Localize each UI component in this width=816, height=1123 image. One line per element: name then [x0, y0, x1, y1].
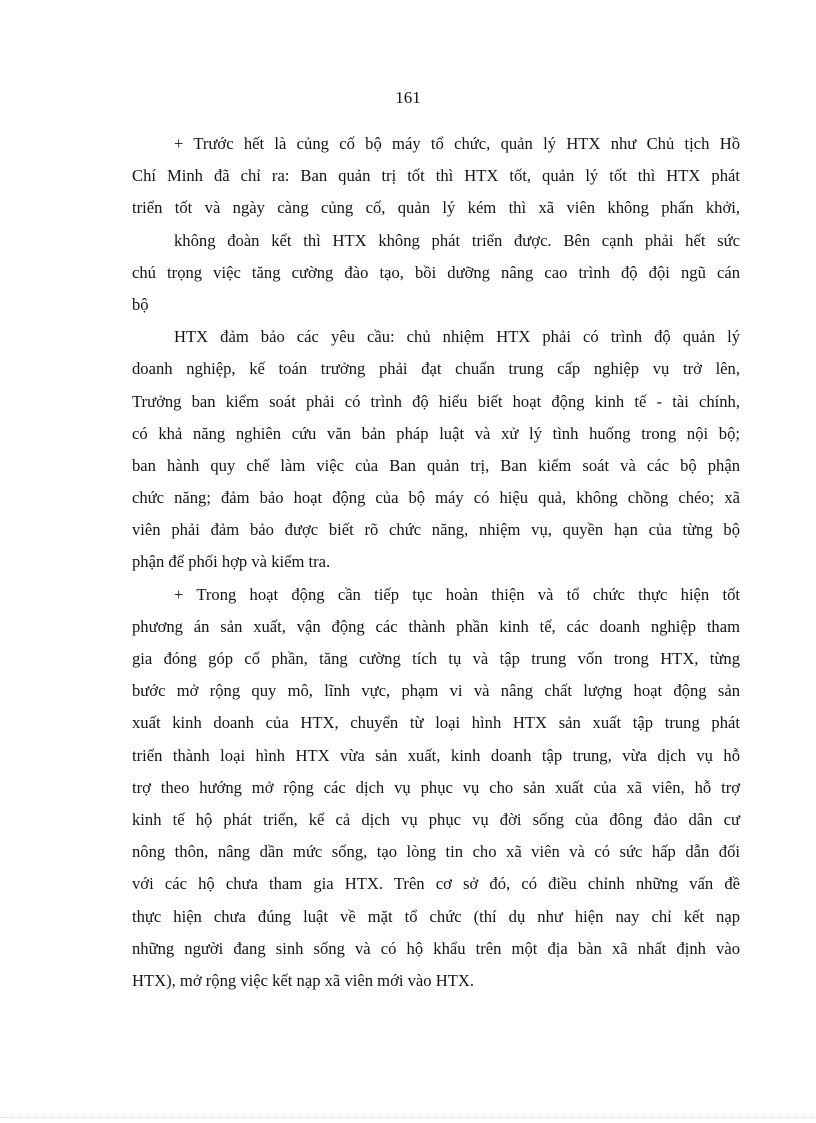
text-line: gia đóng góp cổ phần, tăng cường tích tụ và tập trung vốn trong HTX, từng	[132, 649, 740, 668]
page-bottom-divider	[0, 1117, 816, 1118]
text-line: HTX), mở rộng việc kết nạp xã viên mới vào HTX.	[132, 970, 474, 990]
text-line: chú trọng việc tăng cường đào tạo, bồi dưỡng nâng cao trình độ đội ngũ cán	[132, 262, 740, 282]
text-line: những người đang sinh sống và có hộ khẩu trên một địa bàn xã nhất định vào	[132, 938, 740, 958]
text-line: ban hành quy chế làm việc của Ban quản trị, Ban kiểm soát và các bộ phận	[132, 455, 740, 475]
text-line: phận để phối hợp và kiểm tra.	[132, 552, 331, 572]
text-line: chức năng; đảm bảo hoạt động của bộ máy có hiệu quả, không chồng chéo; xã	[132, 488, 740, 508]
text-line: doanh nghiệp, kế toán trưởng phải đạt chuẩn trung cấp nghiệp vụ trở lên,	[132, 359, 740, 379]
text-line: triển thành loại hình HTX vừa sản xuất, kinh doanh tập trung, vừa dịch vụ hỗ	[132, 745, 740, 765]
text-line: xuất kinh doanh của HTX, chuyển từ loại hình HTX sản xuất tập trung phát	[132, 713, 740, 733]
text-line: trợ theo hướng mở rộng các dịch vụ phục vụ cho sản xuất của xã viên, hỗ trợ	[132, 777, 740, 797]
text-line: Trưởng ban kiểm soát phải có trình độ hiểu biết hoạt động kinh tế - tài chính,	[132, 391, 740, 411]
text-line: bước mở rộng quy mô, lĩnh vực, phạm vi và nâng chất lượng hoạt động sản	[132, 681, 740, 701]
text-line: với các hộ chưa tham gia HTX. Trên cơ sở đó, có điều chỉnh những vấn đề	[132, 874, 740, 894]
text-line: + Trong hoạt động cần tiếp tục hoàn thiện và tổ chức thực hiện tốt	[174, 584, 740, 604]
text-line: + Trước hết là củng cố bộ máy tổ chức, quản lý HTX như Chủ tịch Hồ	[174, 134, 740, 153]
text-line: bộ	[132, 294, 149, 314]
text-line: có khả năng nghiên cứu văn bản pháp luật và xử lý tình huống trong nội bộ;	[132, 423, 740, 443]
text-line: nông thôn, nâng dần mức sống, tạo lòng tin cho xã viên và có sức hấp dẫn đối	[132, 842, 740, 862]
text-line: không đoàn kết thì HTX không phát triển được. Bên cạnh phải hết sức	[174, 230, 740, 250]
text-line: phương án sản xuất, vận động các thành phần kinh tế, các doanh nghiệp tham	[132, 616, 740, 636]
text-line: HTX đảm bảo các yêu cầu: chủ nhiệm HTX phải có trình độ quản lý	[174, 327, 740, 347]
text-line: Chí Minh đã chỉ ra: Ban quản trị tốt thì HTX tốt, quản lý tốt thì HTX phát	[132, 166, 740, 186]
text-line: kinh tế hộ phát triển, kể cả dịch vụ phục vụ đời sống của đông đảo dân cư	[132, 809, 740, 829]
text-line: viên phải đảm bảo được biết rõ chức năng, nhiệm vụ, quyền hạn của từng bộ	[132, 520, 740, 540]
text-line: thực hiện chưa đúng luật về mặt tổ chức (thí dụ như hiện nay chỉ kết nạp	[132, 906, 740, 926]
page-number: 161	[395, 88, 421, 107]
text-line: triển tốt và ngày càng củng cố, quản lý kém thì xã viên không phấn khởi,	[132, 198, 740, 218]
body-text	[132, 131, 740, 1000]
